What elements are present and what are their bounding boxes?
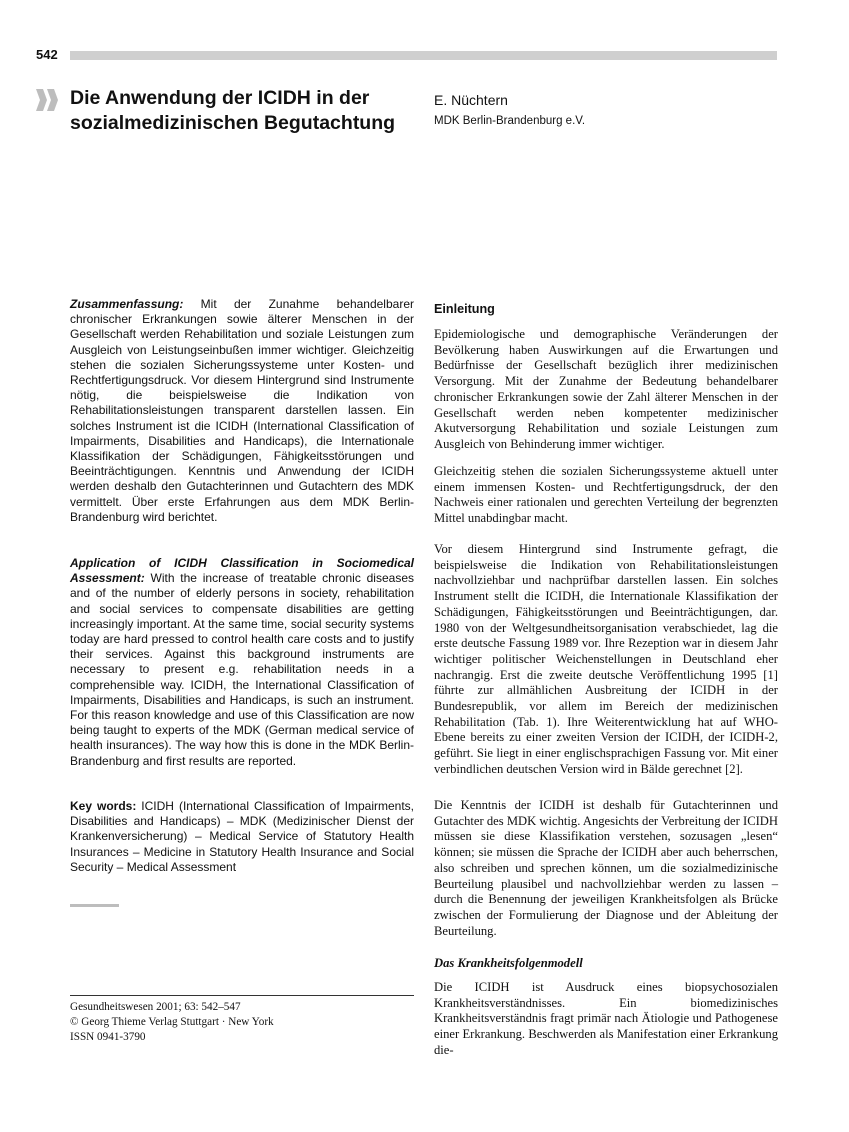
body-paragraph: Die ICIDH ist Ausdruck eines biopsychosozialen Krankheitsverständnisses. Ein biomedizinisches Krankheitsverständnis fragt primär nach Ätiologie und Pathogenese einer Erkrankung. Beschwerden als Manifestation einer Erkrankung die-	[434, 980, 778, 1057]
abstract-english-text: With the increase of treatable chronic diseases and of the number of elderly persons in society, rehabilitation and social services to compensate disabilities are getting increasingly important. At the same time, social security systems today are hard pressed to control health care costs and to justify their services. Against this background instruments are necessary to present e.g. rehabilitation needs in a comprehensible way. ICIDH, the International Classification of Impairments, Disabilities and Handicaps, is such an instrument. For this reason knowledge and use of this Classification are now being taught to experts of the MDK (German medical service of health insurances). The way how this is done in the MDK Berlin-Brandenburg and first results are reported.	[70, 571, 414, 768]
keywords	[70, 799, 414, 875]
citation-journal: Gesundheitswesen 2001; 63: 542–547	[70, 1001, 241, 1013]
page-number: 542	[36, 47, 58, 62]
author-affiliation: MDK Berlin-Brandenburg e.V.	[434, 115, 586, 127]
body-paragraph: Vor diesem Hintergrund sind Instrumente gefragt, die beispielsweise die Indikation von Rehabilitationsleistungen nachvollziehbar und nachprüfbar darstellen lassen. Ein solches Instrument stellt die ICIDH, die Internationale Klassifikation der Schädigungen, Fähigkeitsstörungen und Beeinträchtigungen, dar. 1980 von der Weltgesundheitsorganisation verabschiedet, lag die erste deutsche Fassung 1989 vor. Ihre Rezeption war in diesem Jahr wichtiger politischer Weichenstellungen in Deutschland eher nachrangig. Erst die zweite deutsche Veröffentlichung 1995 [1] führte zur allmählichen Ausbreitung der ICIDH in der Bundesrepublik, vor allem im Bereich der medizinischen Rehabilitation (Tab. 1). Ihre Weiterentwicklung hat auf WHO-Ebene bereits zu einer zweiten Version der ICIDH, der ICIDH-2, geführt. Sie liegt in einer englischsprachigen Fassung vor. Mit einer verbindlichen deutschen Version wird in Bälde gerechnet [2].	[434, 542, 778, 776]
title-line-2: sozialmedizinischen Begutachtung	[70, 112, 396, 134]
abstract-german-text: Mit der Zunahme behandelbarer chronischer Erkrankungen sowie älterer Menschen in der Gesellschaft werden Rehabilitation und soziale Leistungen zum Ausgleich von Leistungseinbußen immer wichtiger. Gleichzeitig stehen die sozialen Sicherungssysteme unter Kosten- und Rechtfertigungsdruck. Vor diesem Hintergrund sind Instrumente nötig, die beispielsweise die Indikation von Rehabilitationsleistungen transparent darstellen lassen. Ein solches Instrument ist die ICIDH (International Classification of Impairments, Disabilities and Handicaps), die Internationale Klassifikation der Schädigungen, Fähigkeitsstörungen und Beeinträchtigungen. Kenntnis und Anwendung der ICIDH werden deshalb den Gutachterinnen und Gutachtern des MDK vermittelt. Über erste Erfahrungen aus dem MDK Berlin-Brandenburg wird berichtet.	[70, 297, 414, 524]
author-name: E. Nüchtern	[434, 92, 508, 108]
abstract-german-label: Zusammenfassung:	[70, 297, 184, 311]
citation-issn: ISSN 0941-3790	[70, 1031, 146, 1043]
section-heading-einleitung: Einleitung	[434, 302, 495, 316]
subsection-heading: Das Krankheitsfolgenmodell	[434, 956, 583, 970]
header-rule	[70, 51, 777, 60]
abstract-english-label: Application of ICIDH Classification in Sociomedical Assessment:	[70, 556, 414, 586]
body-paragraph: Gleichzeitig stehen die sozialen Sicherungssysteme aktuell unter einem immensen Kosten- und Rechtfertigungsdruck, der den Nachweis einer rationalen und gerechten Verteilung der begrenzten Mittel unabdingbar macht.	[434, 464, 778, 526]
abstract-end-rule	[70, 904, 119, 907]
keywords-text: ICIDH (International Classification of Impairments, Disabilities and Handicaps) – MDK (Medizinischer Dienst der Krankenversicherung) – Medical Service of Statutory Health Insurances – Medicine in Statutory Health Insurance and Social Security – Medical Assessment	[70, 799, 414, 874]
title-line-1: Die Anwendung der ICIDH in der	[70, 87, 370, 109]
article-title	[70, 86, 420, 136]
citation-block	[70, 995, 414, 1045]
citation-publisher: © Georg Thieme Verlag Stuttgart · New York	[70, 1016, 274, 1028]
body-paragraph: Die Kenntnis der ICIDH ist deshalb für Gutachterinnen und Gutachter des MDK wichtig. Angesichts der Verbreitung der ICIDH müssen sie diese Klassifikation verstehen, sozusagen „lesen“ können; sie müssen die Sprache der ICIDH aber auch beherrschen, also schreiben und sprechen können, um die sozialmedizinische Beurteilung plausibel und nachvollziehbar werden zu lassen – durch die Benennung der jeweiligen Krankheitsfolgen als Brücke zwischen der Formulierung der Diagnose und der Ableitung der Beurteilung.	[434, 798, 778, 938]
abstract-german	[70, 297, 414, 525]
keywords-label: Key words:	[70, 799, 137, 813]
abstract-english	[70, 556, 414, 769]
double-chevron-icon	[36, 89, 60, 111]
body-paragraph: Epidemiologische und demographische Veränderungen der Bevölkerung haben Auswirkungen auf die Erwartungen und Bedürfnisse der Gesellschaft bezüglich ihrer medizinischen Versorgung. Mit der Zunahme der Bedeutung behandelbarer chronischer Erkrankungen sowie der Zahl älterer Menschen in der Gesellschaft werden neben kompetenter medizinischer Akutversorgung Rehabilitation und soziale Leistungen zum Ausgleich von Behinderung immer wichtiger.	[434, 327, 778, 451]
